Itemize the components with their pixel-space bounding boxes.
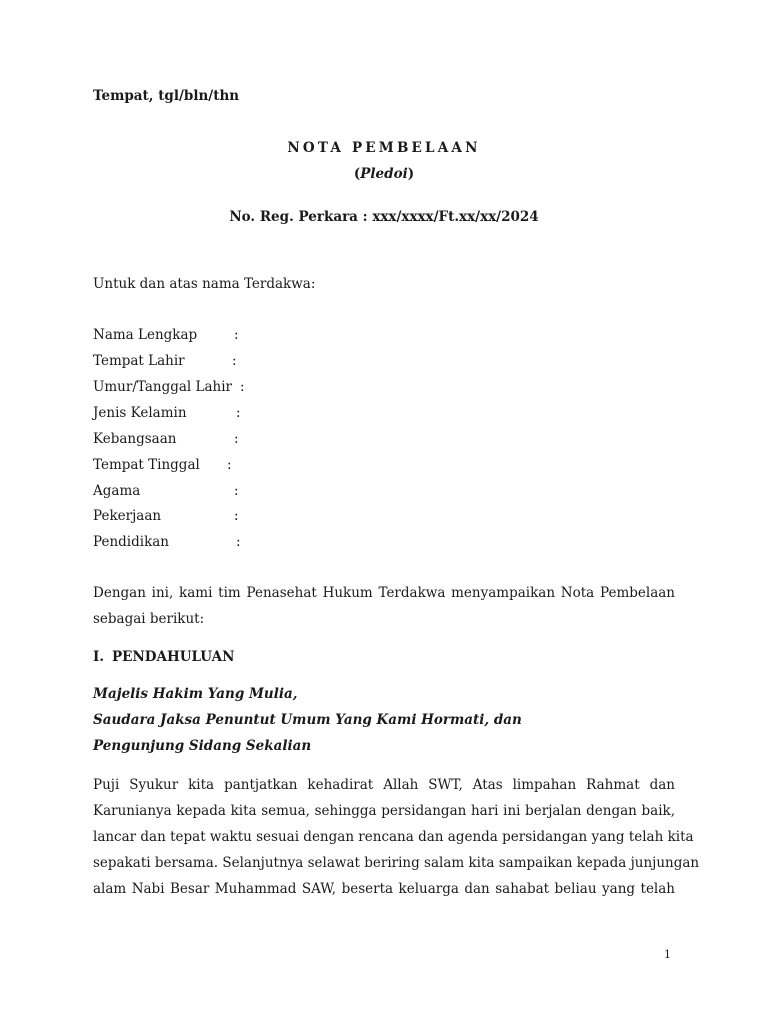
field-agama (93, 478, 140, 504)
subtitle-pledoi: Pledoi (360, 166, 408, 182)
section-number: I. (93, 649, 105, 665)
field-umur-tanggal-lahir (93, 374, 232, 400)
page-number: 1 (664, 948, 671, 961)
field-colon: : (236, 534, 241, 550)
field-colon: : (234, 508, 239, 524)
statement-line-2: sebagai berikut: (93, 611, 205, 627)
body-line-2: Karunianya kepada kita semua, sehingga persidangan hari ini berjalan dengan baik, (93, 803, 675, 819)
intro-text: Untuk dan atas nama Terdakwa: (93, 276, 316, 292)
field-colon: : (227, 457, 232, 473)
field-label: Tempat Lahir (93, 353, 185, 369)
field-kebangsaan (93, 426, 176, 452)
body-line-3: lancar dan tepat waktu sesuai dengan rencana dan agenda persidangan yang telah kita (93, 829, 694, 845)
field-label: Pekerjaan (93, 508, 162, 524)
field-colon: : (234, 327, 239, 343)
statement-line-1: Dengan ini, kami tim Penasehat Hukum Terdakwa menyampaikan Nota Pembelaan (93, 585, 675, 601)
body-line-4: sepakati bersama. Selanjutnya selawat beriring salam kita sampaikan kepada junjungan (93, 855, 700, 871)
field-label: Nama Lengkap (93, 327, 198, 343)
field-nama-lengkap (93, 322, 197, 348)
field-label: Umur/Tanggal Lahir (93, 379, 232, 395)
field-label: Tempat Tinggal (93, 457, 200, 473)
subtitle-close-paren: ) (407, 166, 415, 182)
field-tempat-lahir (93, 348, 185, 374)
field-label: Agama (93, 483, 141, 499)
place-date: Tempat, tgl/bln/thn (93, 88, 240, 104)
document-subtitle (0, 161, 768, 187)
field-colon: : (234, 431, 239, 447)
field-pendidikan (93, 529, 169, 555)
field-label: Jenis Kelamin (93, 405, 187, 421)
salutation-judges: Majelis Hakim Yang Mulia, (93, 686, 298, 702)
field-pekerjaan (93, 503, 161, 529)
document-title: NOTA PEMBELAAN (287, 140, 481, 156)
field-colon: : (240, 379, 245, 395)
field-jenis-kelamin (93, 400, 187, 426)
case-reg-number: No. Reg. Perkara : xxx/xxxx/Ft.xx/xx/2024 (229, 209, 539, 225)
salutation-prosecutor: Saudara Jaksa Penuntut Umum Yang Kami Hormati, dan (93, 712, 522, 728)
section-title: PENDAHULUAN (112, 649, 235, 665)
body-line-5: alam Nabi Besar Muhammad SAW, beserta keluarga dan sahabat beliau yang telah (93, 881, 675, 897)
field-label: Kebangsaan (93, 431, 177, 447)
field-colon: : (234, 483, 239, 499)
field-label: Pendidikan (93, 534, 170, 550)
salutation-audience: Pengunjung Sidang Sekalian (93, 738, 312, 754)
body-line-1: Puji Syukur kita pantjatkan kehadirat Allah SWT, Atas limpahan Rahmat dan (93, 777, 675, 793)
field-colon: : (232, 353, 237, 369)
field-colon: : (236, 405, 241, 421)
subtitle-open-paren: ( (353, 166, 361, 182)
field-tempat-tinggal (93, 452, 200, 478)
